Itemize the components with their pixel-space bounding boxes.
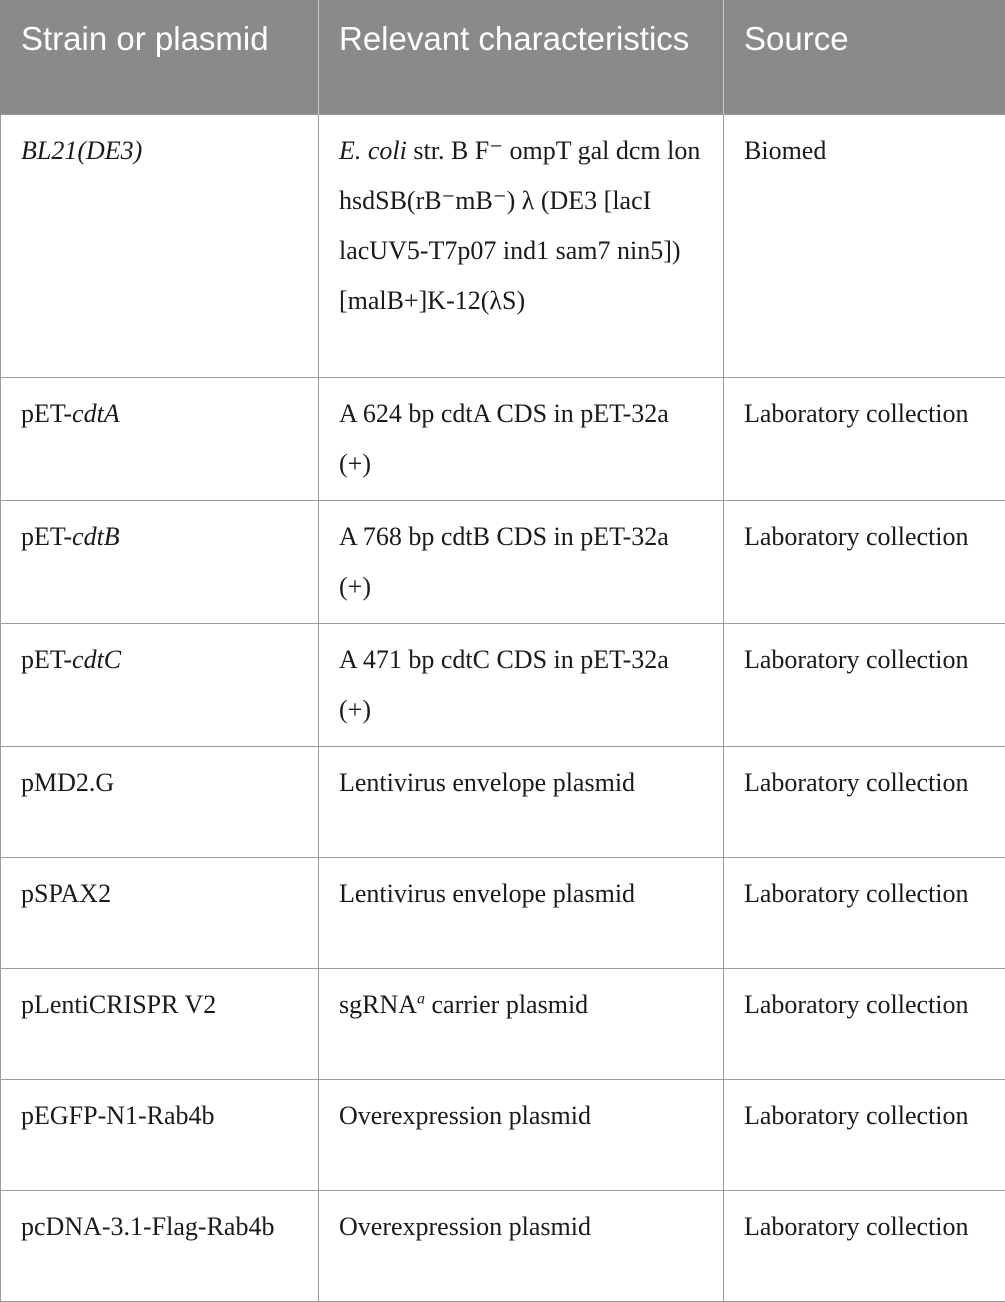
table-row [1, 1190, 1005, 1301]
source-cell: Laboratory collection [724, 377, 1005, 500]
characteristics-cell: A 624 bp cdtA CDS in pET-32a (+) [319, 377, 724, 500]
table-body [1, 114, 1005, 1301]
characteristics-cell: Overexpression plasmid [319, 1079, 724, 1190]
strain-cell: pEGFP-N1-Rab4b [1, 1079, 319, 1190]
characteristics-after: carrier plasmid [425, 990, 588, 1019]
source-cell: Laboratory collection [724, 746, 1005, 857]
characteristics-cell [319, 968, 724, 1079]
characteristics-cell: Lentivirus envelope plasmid [319, 857, 724, 968]
characteristics-cell: Lentivirus envelope plasmid [319, 746, 724, 857]
characteristics-cell: A 471 bp cdtC CDS in pET-32a (+) [319, 623, 724, 746]
table-header [1, 0, 1005, 114]
strain-prefix: pET- [21, 522, 72, 551]
table-row [1, 377, 1005, 500]
strain-cell [1, 377, 319, 500]
characteristics-italic: E. coli [339, 136, 407, 165]
table-row [1, 500, 1005, 623]
characteristics-text: str. B F⁻ ompT gal dcm lon hsdSB(rB⁻mB⁻) λ (DE3 [lacI lacUV5-T7p07 ind1 sam7 nin5]) [339, 136, 700, 265]
source-cell: Biomed [724, 114, 1005, 377]
source-cell: Laboratory collection [724, 500, 1005, 623]
strain-italic: cdtB [72, 522, 120, 551]
strain-cell: pMD2.G [1, 746, 319, 857]
source-cell: Laboratory collection [724, 968, 1005, 1079]
source-cell: Laboratory collection [724, 623, 1005, 746]
characteristics-cell: Overexpression plasmid [319, 1190, 724, 1301]
table-row [1, 857, 1005, 968]
characteristics-line2: [malB+]K-12(λS) [339, 286, 525, 315]
header-characteristics: Relevant characteristics [319, 0, 724, 114]
table-row [1, 623, 1005, 746]
table-row [1, 1079, 1005, 1190]
source-cell: Laboratory collection [724, 1079, 1005, 1190]
characteristics-cell: A 768 bp cdtB CDS in pET-32a (+) [319, 500, 724, 623]
strain-italic: cdtC [72, 645, 121, 674]
header-row [1, 0, 1005, 114]
strain-italic: cdtA [72, 399, 120, 428]
strain-cell [1, 623, 319, 746]
table-row [1, 968, 1005, 1079]
strain-cell [1, 114, 319, 377]
strain-prefix: pET- [21, 645, 72, 674]
table-row [1, 114, 1005, 377]
table-row [1, 746, 1005, 857]
strain-cell: pcDNA-3.1-Flag-Rab4b [1, 1190, 319, 1301]
characteristics-text: sgRNA [339, 990, 417, 1019]
characteristics-cell [319, 114, 724, 377]
strain-prefix: pET- [21, 399, 72, 428]
strain-italic: BL21(DE3) [21, 136, 142, 165]
strain-cell: pLentiCRISPR V2 [1, 968, 319, 1079]
header-source: Source [724, 0, 1005, 114]
source-cell: Laboratory collection [724, 1190, 1005, 1301]
source-cell: Laboratory collection [724, 857, 1005, 968]
strain-cell: pSPAX2 [1, 857, 319, 968]
footnote-marker: a [417, 990, 425, 1007]
strain-cell [1, 500, 319, 623]
header-strain: Strain or plasmid [1, 0, 319, 114]
